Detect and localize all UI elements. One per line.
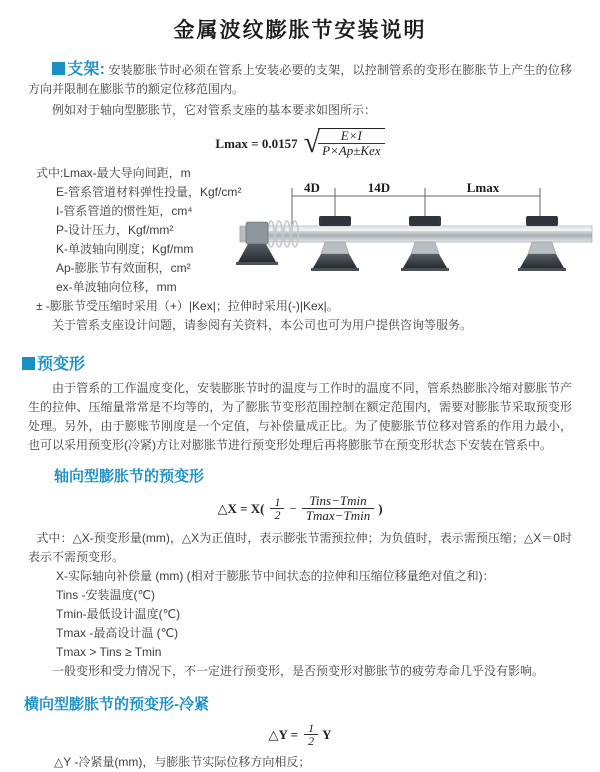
definition-line: 关于管系支座设计问题，请参阅有关资料，本公司也可为用户提供咨询等服务。 xyxy=(52,318,473,332)
lmax-formula-lhs: Lmax = 0.0157 xyxy=(215,135,298,151)
axial-definition-line: X-实际轴向补偿量 (mm) (相对于膨胀节中间状态的拉伸和压缩位移量绝对值之和)： xyxy=(56,569,495,583)
lateral-formula-rhs: Y xyxy=(322,727,332,742)
definition-line: I-管系管道的惯性矩，cm⁴ xyxy=(56,204,193,218)
axial-definition-line: Tmax > Tins ≥ Tmin xyxy=(56,645,162,659)
pipe-support xyxy=(518,216,566,271)
temperature-fraction xyxy=(302,494,374,523)
minus-operator: − xyxy=(289,501,297,516)
axial-definition-line: Tins -安装温度(℃) xyxy=(56,588,156,602)
lateral-subheading: 横向型膨胀节的预变形-冷紧 xyxy=(24,696,209,713)
support-paragraph xyxy=(28,60,572,99)
pipe-support xyxy=(311,216,359,271)
half-denominator: 2 xyxy=(274,508,281,522)
temperature-numerator: Tins−Tmin xyxy=(302,494,374,509)
axial-definition-line: 一般变形和受力情况下，不一定进行预变形，是否预变形对膨胀节的疲劳寿命几乎没有影响。 xyxy=(52,664,545,678)
diagram-label-14d: 14D xyxy=(367,180,391,195)
axial-subheading: 轴向型膨胀节的预变形 xyxy=(54,468,205,485)
axial-formula-rhs: ) xyxy=(378,501,383,516)
definitions-and-diagram xyxy=(28,164,572,335)
lateral-formula-lhs: △Y = xyxy=(268,727,299,742)
definition-line: P-设计压力，Kgf/mm² xyxy=(56,223,174,237)
axial-formula-note: 式中：△X-预变形量(mm)，△X为正值时，表示膨张节需预拉伸；为负值时，表示需预压缩；△X＝0时表示不需预变形。 xyxy=(28,531,572,564)
definition-line: E-管系管道材料弹性投量，Kgf/cm² xyxy=(56,185,242,199)
definition-line: K-单波轴向刚度；Kgf/mm xyxy=(56,242,194,256)
lmax-formula xyxy=(28,128,572,158)
temperature-denominator: Tmax−Tmin xyxy=(305,508,371,523)
half-denominator: 2 xyxy=(308,734,315,748)
lmax-formula-numerator: E×I xyxy=(318,129,385,144)
predeform-section-heading: 预变形 xyxy=(37,356,86,373)
axial-definition-line: Tmin-最低设计温度(℃) xyxy=(56,607,181,621)
section-square-icon xyxy=(52,62,65,75)
section-square-icon xyxy=(22,357,35,370)
support-example-line: 例如对于轴向型膨胀节，它对管系支座的基本要求如图所示： xyxy=(52,103,377,117)
axial-definition-line: Tmax -最高设计温 (℃) xyxy=(56,626,179,640)
lmax-formula-fraction xyxy=(318,128,385,158)
axial-formula-lhs: △X = X( xyxy=(217,501,265,516)
definition-line: 式中:Lmax-最大导向间距，m xyxy=(36,166,191,180)
one-half-fraction xyxy=(304,722,318,747)
lateral-formula xyxy=(28,722,572,747)
definition-line: ± -膨胀节受压缩时采用（+）|Kex|；拉伸时采用(-)|Kex|。 xyxy=(36,299,339,313)
definition-line: Ap-膨胀节有效面积，cm² xyxy=(56,261,191,275)
pipe-support xyxy=(401,216,449,271)
predeform-section-heading-row xyxy=(22,355,572,375)
half-numerator: 1 xyxy=(270,496,284,509)
support-intro-text: 安装膨胀节时必须在管系上安装必要的支架，以控制管系的变形在膨胀节上产生的位移方向并限制在膨胀节的额定位移范围内。 xyxy=(28,63,572,96)
pipe-support-diagram xyxy=(240,180,596,278)
diagram-label-4d: 4D xyxy=(304,180,320,195)
lmax-formula-denominator: P×Ap±Kex xyxy=(322,143,381,158)
definition-line: ex-单波轴向位移，mm xyxy=(56,280,177,294)
lateral-formula-note: △Y -冷紧量(mm)，与膨胀节实际位移方向相反； xyxy=(54,755,311,769)
page-title: 金属波纹膨胀节安装说明 xyxy=(173,19,427,42)
predeform-paragraph: 由于管系的工作温度变化，安装膨胀节时的温度与工作时的温度不同，管系热膨胀冷缩对膨胀节产生的拉伸、压缩量常常是不均等的，为了膨胀节变形范围控制在额定范围内，需要对膨胀节采取预变形处理。另外，由于膨账节刚度是一个定值，与补偿量成正比。为了使膨胀节位移对管系的作用力最小，也可以采用预变形(冷紧)方让对膨胀节进行预变形处理后再将膨胀节在预变形状态下安装在管系中。 xyxy=(28,381,572,452)
sqrt-sign: √ xyxy=(303,126,321,159)
diagram-label-lmax: Lmax xyxy=(466,180,500,195)
half-numerator: 1 xyxy=(304,722,318,735)
axial-formula xyxy=(28,494,572,523)
one-half-fraction xyxy=(270,496,284,521)
support-section-heading: 支架: xyxy=(67,61,105,78)
